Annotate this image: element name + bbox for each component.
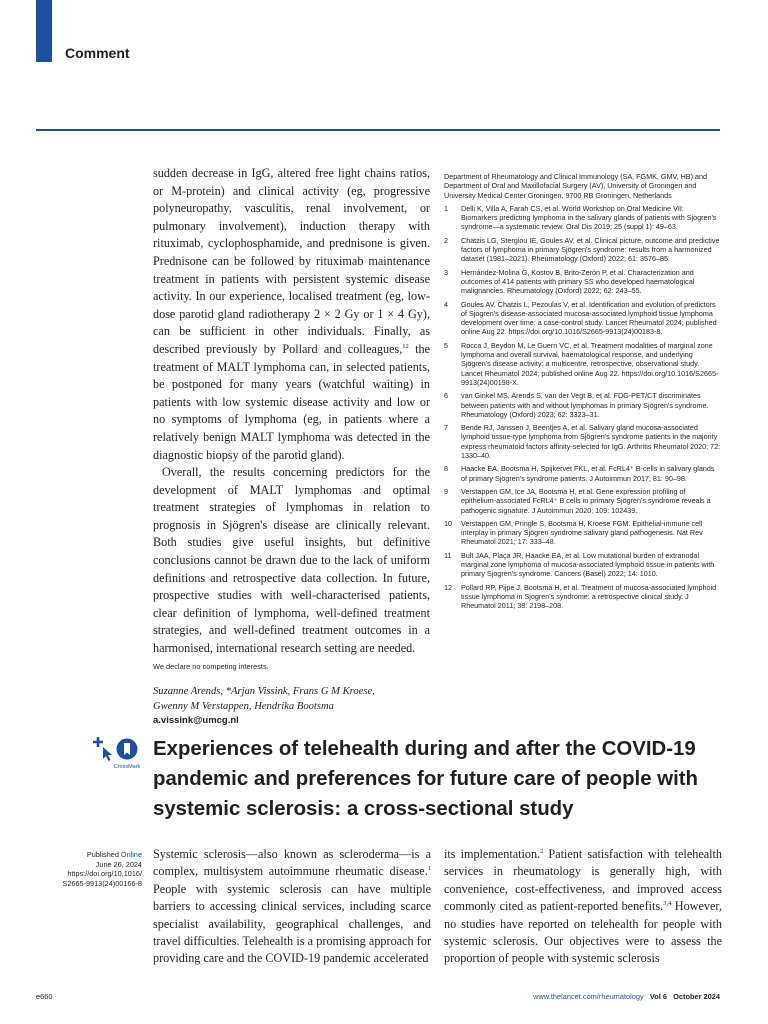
- reference-item: [444, 300, 722, 337]
- doi-link[interactable]: https://doi.org/10.1016/ S2665-9913(24)00166-8: [62, 869, 142, 888]
- author-list: Suzanne Arends, *Arjan Vissink, Frans G M Kroese, Gwenny M Verstappen, Hendrika Bootsma: [153, 685, 375, 712]
- author-affiliation: Department of Rheumatology and Clinical Immunology (SA, FGMK, GMV, HB) and Department of Oral and Maxillofacial Surgery (AV), University of Groningen and University Medical Center Groningen, 9700 RB Groningen, Netherlands: [444, 172, 707, 200]
- reference-number: 11: [444, 550, 452, 560]
- reference-number: 10: [444, 518, 452, 528]
- reference-number: 8: [444, 464, 448, 474]
- reference-text: Chatzis LG, Stergiou IE, Goules AV, et al. Clinical picture, outcome and predictive factors of lymphoma in primary Sjögren's syndrome: results from a harmonized dataset (1981–2021). Rheumatology (Oxford) 2022; 61: 3576–85.: [461, 235, 720, 264]
- reference-item: [444, 464, 722, 483]
- section-tab-marker: [36, 0, 52, 62]
- reference-text: Bende RJ, Janssen J, Beentjes A, et al. Salivary gland mucosa-associated lymphoid tissue-type lymphoma from Sjögren's syndrome patients in the majority express rheumatoid factors affinity-selected for IgG. Arthritis Rheumatol 2020; 72: 1330–40.: [461, 423, 721, 461]
- article-body-column-2: its implementation.$^2$ Patient satisfaction with telehealth services in rheumatology is generally high, with convenience, cost-effectiveness, and improved access commonly cited as patient-reported benefits.$^{3,4}$ However, no studies have reported on telehealth for people with systemic sclerosis. Our objectives were to assess the proportion of people with systemic sclerosis: [444, 847, 723, 966]
- article-title: Experiences of telehealth during and after the COVID-19 pandemic and preferences for future care of people with systemic sclerosis: a cross-sectional study: [153, 738, 699, 820]
- reference-text: Haacke EA, Bootsma H, Spijkervet FKL, et al. FcRL4⁺ B-cells in salivary glands of primary Sjögren's syndrome patients. J Autoimmun 2017; 81: 90–98.: [461, 464, 715, 483]
- journal-volume: Vol 6: [649, 992, 667, 1001]
- journal-date: October 2024: [673, 992, 720, 1001]
- reference-item: [444, 519, 722, 547]
- reference-number: 12: [444, 582, 452, 592]
- reference-text: van Ginkel MS, Arends S, van der Vegt B, et al. FDG-PET/CT discriminates between patients with and without lymphomas in primary Sjögren's syndrome. Rheumatology (Oxford) 2023; 62: 3323–31.: [461, 391, 709, 419]
- reference-item: [444, 423, 722, 460]
- reference-text: Delli K, Villa A, Farah CS, et al. World Workshop on Oral Medicine VII: Biomarkers predicting lymphoma in the salivary glands of patients with Sjogren's syndrome—a systematic review. Oral Dis 2019; 25 (suppl 1): 49–63.: [461, 203, 717, 232]
- page-number: e660: [36, 992, 53, 1001]
- reference-text: Hernández-Molina G, Kostov B, Brito-Zerón P, et al. Characterization and outcomes of 414 patients with primary SS who developed haematological malignancies. Rheumatology (Oxford) 2022; 62: 243–55.: [461, 267, 695, 296]
- reference-number: 5: [444, 340, 448, 350]
- reference-item: [444, 487, 722, 515]
- reference-item: [444, 583, 722, 611]
- published-online-line: Published Online: [86, 850, 142, 859]
- reference-number: 1: [444, 203, 448, 213]
- reference-text: Verstappen GM, Ice JA, Bootsma H, et al. Gene expression profiling of epithelium-associated FcRL4⁺ B cells in primary Sjögren's syndrome reveals a pathogenic signature. J Autoimmun 2020; 109: 102439.: [461, 486, 711, 515]
- reference-text: Bult JAA, Plaça JR, Haacke EA, et al. Low mutational burden of extranodal marginal zone lymphoma of mucosa-associated lymphoid tissue in patients with primary Sjogren's syndrome. Cancers (Basel) 2022; 14: 1010.: [461, 550, 715, 579]
- journal-footer: [533, 992, 720, 1001]
- reference-number: 9: [444, 486, 448, 496]
- header-rule: [36, 129, 720, 131]
- reference-number: 7: [444, 423, 448, 433]
- journal-url[interactable]: www.thelancet.com/rheumatology: [533, 992, 644, 1001]
- section-label: Comment: [65, 45, 130, 61]
- reference-item: [444, 341, 722, 387]
- references-column: [444, 172, 722, 614]
- reference-number: 2: [444, 235, 448, 245]
- reference-item: [444, 391, 722, 419]
- reference-text: Verstappen GM, Pringle S, Bootsma H, Kroese FGM. Epithelial-immune cell interplay in primary Sjögren syndrome salivary gland pathogenesis. Nat Rev Rheumatol 2021; 17: 333–48.: [461, 518, 703, 547]
- reference-number: 3: [444, 267, 448, 277]
- reference-item: [444, 204, 722, 232]
- corresponding-email[interactable]: a.vissink@umcg.nl: [153, 714, 239, 726]
- comment-body: [153, 165, 430, 727]
- comment-paragraph-1: sudden decrease in IgG, altered free light chains ratios, or M-protein) and clinical activity (eg, progressive polyneuropathy, vasculitis, renal involvement, or pulmonary involvement), induction therapy with rituximab, cyclophosphamide, and prednisone is given. Prednisone can be followed by rituximab maintenance treatment in patients with persistent systemic disease activity. In our experience, localised treatment (eg, low-dose parotid gland radiotherapy 2 × 2 Gy or 1 × 4 Gy), can be sufficient in other individuals. Finally, as described previously by Pollard and colleagues,$^{12}$ the treatment of MALT lymphoma can, in selected patients, be postponed for many years (watchful waiting) in patients with low systemic disease activity and low or no symptoms of lymphoma (eg, in patients where a relatively benign MALT lymphoma was detected in the diagnostic biopsy of the parotid gland).: [153, 166, 431, 462]
- article-body-column-1: Systemic sclerosis—also known as scleroderma—is a complex, multisystem autoimmune rheumatic disease.$^1$ People with systemic sclerosis can have multiple barriers to accessing clinical services, including scarce specialist availability, geographical challenges, and travel difficulties. Telehealth is a promising approach for providing care and the COVID-19 pandemic accelerated: [153, 847, 431, 966]
- reference-list: [444, 204, 722, 611]
- crossmark-label: CrossMark: [113, 764, 141, 770]
- crossmark-icon[interactable]: [89, 735, 141, 775]
- reference-text: Rocca J, Beydon M, Le Guern VC, et al. Treatment modalities of marginal zone lymphoma and overall survival, haematological response, and underlying Sjögren's disease activity: a multicentre, retrospective, observational study. Lancet Rheumatol 2024; published online Aug 22. https://doi.org/10.1016/S2665-9913(24)00198-X.: [461, 340, 719, 387]
- published-date: June 26, 2024: [95, 859, 142, 869]
- reference-number: 6: [444, 391, 448, 401]
- reference-text: Pollard RP, Pijpe J, Bootsma H, et al. Treatment of mucosa-associated lymphoid tissue lymphoma in Sjogren's syndrome: a retrospective clinical study. J Rheumatol 2011; 38: 2198–208.: [461, 582, 717, 611]
- reference-item: [444, 551, 722, 579]
- comment-paragraph-2: Overall, the results concerning predictors for the development of MALT lymphomas and optimal treatment strategies of lymphomas in relation to prognosis in Sjögren's disease are clinically relevant. Both studies give useful insights, but definitive conclusions cannot be drawn due to the lack of uniform definitions and retrospective data collection. In future, prospective studies with well-characterised patients, clear definition of lymphoma, well-defined treatment strategies, and well-defined treatment outcomes in a harmonised, international research setting are needed.: [153, 465, 430, 656]
- reference-text: Goules AV, Chatzis L, Pezoulas V, et al. Identification and evolution of predictors of Sjogren's disease-associated mucosa-associated lymphoid tissue lymphoma development over time: a case-control study. Lancet Rheumatol 2024; published online Aug 22. https://doi.org/10.1016/S2665-9913(24)00183-8.: [461, 299, 717, 337]
- publication-info: [40, 850, 142, 888]
- reference-number: 4: [444, 299, 448, 309]
- reference-item: [444, 236, 722, 264]
- competing-interests: We declare no competing interests.: [153, 661, 269, 671]
- reference-item: [444, 268, 722, 296]
